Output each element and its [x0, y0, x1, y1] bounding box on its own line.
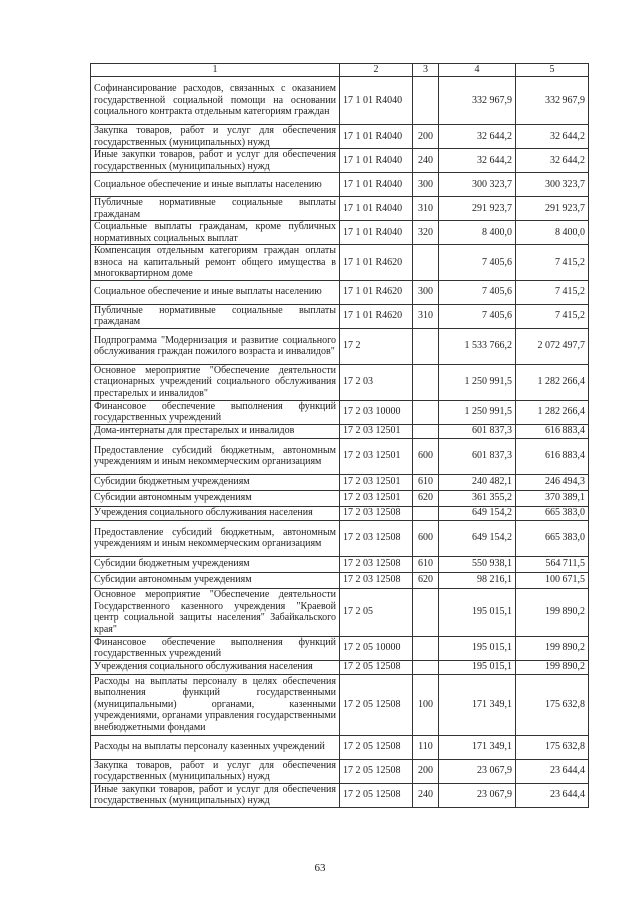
row-expense-type: 300	[413, 280, 439, 304]
row-value-1: 361 355,2	[439, 490, 516, 506]
row-value-1: 332 967,9	[439, 77, 516, 125]
row-value-1: 7 405,6	[439, 245, 516, 281]
row-expense-type: 620	[413, 490, 439, 506]
row-expense-type	[413, 364, 439, 400]
row-value-1: 8 400,0	[439, 221, 516, 245]
row-expense-type: 240	[413, 149, 439, 173]
row-value-1: 7 405,6	[439, 304, 516, 328]
row-code: 17 2 03 12508	[340, 506, 413, 520]
row-value-1: 32 644,2	[439, 149, 516, 173]
row-value-1: 23 067,9	[439, 783, 516, 807]
table-row	[91, 304, 589, 328]
table-row	[91, 221, 589, 245]
row-name: Основное мероприятие "Обеспечение деятельности Государственного казенного учреждения "Краевой центр социальной защиты населения" Забайкальского края"	[91, 588, 340, 636]
row-name: Субсидии бюджетным учреждениям	[91, 556, 340, 572]
row-name: Расходы на выплаты персоналу казенных учреждений	[91, 735, 340, 759]
row-expense-type	[413, 245, 439, 281]
row-value-2: 665 383,0	[516, 520, 589, 556]
row-name: Учреждения социального обслуживания населения	[91, 660, 340, 674]
row-value-2: 23 644,4	[516, 759, 589, 783]
row-expense-type	[413, 77, 439, 125]
table-row	[91, 328, 589, 364]
row-value-1: 195 015,1	[439, 660, 516, 674]
row-value-1: 195 015,1	[439, 636, 516, 660]
row-name: Иные закупки товаров, работ и услуг для обеспечения государственных (муниципальных) нужд	[91, 149, 340, 173]
row-code: 17 2 03 12508	[340, 520, 413, 556]
row-name: Подпрограмма "Модернизация и развитие социального обслуживания граждан пожилого возраста и инвалидов"	[91, 328, 340, 364]
table-row	[91, 149, 589, 173]
col-header-3: 3	[413, 64, 439, 77]
row-value-1: 23 067,9	[439, 759, 516, 783]
row-name: Дома-интернаты для престарелых и инвалидов	[91, 424, 340, 438]
row-code: 17 2 03 12501	[340, 474, 413, 490]
page-number: 63	[314, 862, 326, 874]
table-row	[91, 572, 589, 588]
row-code: 17 1 01 R4040	[340, 221, 413, 245]
row-value-2: 32 644,2	[516, 149, 589, 173]
row-name: Социальное обеспечение и иные выплаты населению	[91, 280, 340, 304]
row-value-2: 564 711,5	[516, 556, 589, 572]
row-value-1: 291 923,7	[439, 197, 516, 221]
row-name: Иные закупки товаров, работ и услуг для обеспечения государственных (муниципальных) нужд	[91, 783, 340, 807]
row-value-1: 240 482,1	[439, 474, 516, 490]
col-header-4: 4	[439, 64, 516, 77]
row-value-2: 300 323,7	[516, 173, 589, 197]
row-value-2: 100 671,5	[516, 572, 589, 588]
row-code: 17 1 01 R4620	[340, 280, 413, 304]
row-value-1: 195 015,1	[439, 588, 516, 636]
row-name: Компенсация отдельным категориям граждан оплаты взноса на капитальный ремонт общего имущества в многоквартирном доме	[91, 245, 340, 281]
row-code: 17 2 03 12508	[340, 556, 413, 572]
row-name: Социальное обеспечение и иные выплаты населению	[91, 173, 340, 197]
row-value-1: 1 533 766,2	[439, 328, 516, 364]
table-row	[91, 438, 589, 474]
row-code: 17 1 01 R4040	[340, 149, 413, 173]
table-row	[91, 125, 589, 149]
row-value-2: 7 415,2	[516, 304, 589, 328]
row-value-1: 98 216,1	[439, 572, 516, 588]
row-expense-type: 100	[413, 674, 439, 735]
table-row	[91, 735, 589, 759]
row-value-2: 23 644,4	[516, 783, 589, 807]
row-code: 17 1 01 R4620	[340, 245, 413, 281]
row-name: Субсидии автономным учреждениям	[91, 490, 340, 506]
row-code: 17 2 03 12508	[340, 572, 413, 588]
table-row	[91, 759, 589, 783]
row-name: Субсидии автономным учреждениям	[91, 572, 340, 588]
row-expense-type: 310	[413, 197, 439, 221]
row-value-2: 199 890,2	[516, 588, 589, 636]
row-value-2: 665 383,0	[516, 506, 589, 520]
row-code: 17 2 05	[340, 588, 413, 636]
row-expense-type	[413, 588, 439, 636]
row-name: Публичные нормативные социальные выплаты гражданам	[91, 197, 340, 221]
row-code: 17 2 05 12508	[340, 674, 413, 735]
row-value-2: 7 415,2	[516, 245, 589, 281]
row-name: Расходы на выплаты персоналу в целях обеспечения выполнения функций государственными (муниципальными) органами, казенными учреждениями, органами управления государственными внебюджетными фондами	[91, 674, 340, 735]
row-name: Учреждения социального обслуживания населения	[91, 506, 340, 520]
table-row	[91, 197, 589, 221]
row-expense-type: 200	[413, 125, 439, 149]
row-value-1: 1 250 991,5	[439, 400, 516, 424]
row-code: 17 2	[340, 328, 413, 364]
table-row	[91, 173, 589, 197]
row-expense-type	[413, 660, 439, 674]
row-expense-type: 240	[413, 783, 439, 807]
row-expense-type: 600	[413, 438, 439, 474]
row-code: 17 2 05 10000	[340, 636, 413, 660]
row-value-1: 649 154,2	[439, 520, 516, 556]
table-row	[91, 783, 589, 807]
table-row	[91, 77, 589, 125]
row-code: 17 1 01 R4040	[340, 173, 413, 197]
table-row	[91, 506, 589, 520]
row-value-2: 7 415,2	[516, 280, 589, 304]
row-value-2: 370 389,1	[516, 490, 589, 506]
row-code: 17 2 03 10000	[340, 400, 413, 424]
row-value-1: 601 837,3	[439, 424, 516, 438]
row-code: 17 2 05 12508	[340, 759, 413, 783]
row-expense-type: 610	[413, 556, 439, 572]
table-row	[91, 674, 589, 735]
row-expense-type: 620	[413, 572, 439, 588]
row-value-1: 550 938,1	[439, 556, 516, 572]
row-name: Софинансирование расходов, связанных с оказанием государственной социальной помощи на основании социального контракта отдельным категориям граждан	[91, 77, 340, 125]
row-code: 17 2 03 12501	[340, 438, 413, 474]
row-expense-type: 320	[413, 221, 439, 245]
row-expense-type: 110	[413, 735, 439, 759]
row-value-1: 300 323,7	[439, 173, 516, 197]
header-row	[91, 64, 589, 77]
row-value-2: 616 883,4	[516, 438, 589, 474]
row-code: 17 2 05 12508	[340, 783, 413, 807]
row-value-2: 32 644,2	[516, 125, 589, 149]
table-row	[91, 636, 589, 660]
row-name: Публичные нормативные социальные выплаты гражданам	[91, 304, 340, 328]
row-expense-type	[413, 424, 439, 438]
row-name: Финансовое обеспечение выполнения функций государственных учреждений	[91, 400, 340, 424]
table-row	[91, 520, 589, 556]
row-value-2: 332 967,9	[516, 77, 589, 125]
row-value-1: 601 837,3	[439, 438, 516, 474]
row-value-2: 1 282 266,4	[516, 400, 589, 424]
row-expense-type	[413, 506, 439, 520]
col-header-5: 5	[516, 64, 589, 77]
row-value-2: 175 632,8	[516, 735, 589, 759]
budget-table	[90, 63, 589, 808]
row-name: Субсидии бюджетным учреждениям	[91, 474, 340, 490]
row-value-1: 649 154,2	[439, 506, 516, 520]
row-value-1: 1 250 991,5	[439, 364, 516, 400]
row-expense-type: 610	[413, 474, 439, 490]
col-header-2: 2	[340, 64, 413, 77]
row-value-1: 7 405,6	[439, 280, 516, 304]
table-row	[91, 424, 589, 438]
row-code: 17 2 03	[340, 364, 413, 400]
row-value-1: 171 349,1	[439, 735, 516, 759]
table-row	[91, 400, 589, 424]
row-expense-type: 600	[413, 520, 439, 556]
row-code: 17 1 01 R4040	[340, 197, 413, 221]
table-row	[91, 474, 589, 490]
row-value-2: 199 890,2	[516, 636, 589, 660]
row-value-1: 171 349,1	[439, 674, 516, 735]
row-name: Закупка товаров, работ и услуг для обеспечения государственных (муниципальных) нужд	[91, 759, 340, 783]
row-expense-type: 200	[413, 759, 439, 783]
table-row	[91, 588, 589, 636]
row-value-2: 199 890,2	[516, 660, 589, 674]
table-row	[91, 280, 589, 304]
row-code: 17 2 03 12501	[340, 490, 413, 506]
row-expense-type	[413, 636, 439, 660]
row-value-2: 1 282 266,4	[516, 364, 589, 400]
row-name: Предоставление субсидий бюджетным, автономным учреждениям и иным некоммерческим организациям	[91, 438, 340, 474]
row-code: 17 2 05 12508	[340, 735, 413, 759]
row-name: Основное мероприятие "Обеспечение деятельности стационарных учреждений социального обслуживания престарелых и инвалидов"	[91, 364, 340, 400]
row-value-2: 8 400,0	[516, 221, 589, 245]
row-value-2: 175 632,8	[516, 674, 589, 735]
row-code: 17 1 01 R4620	[340, 304, 413, 328]
row-name: Финансовое обеспечение выполнения функций государственных учреждений	[91, 636, 340, 660]
row-code: 17 2 03 12501	[340, 424, 413, 438]
row-value-2: 616 883,4	[516, 424, 589, 438]
row-name: Предоставление субсидий бюджетным, автономным учреждениям и иным некоммерческим организациям	[91, 520, 340, 556]
table-row	[91, 556, 589, 572]
col-header-1: 1	[91, 64, 340, 77]
row-code: 17 1 01 R4040	[340, 77, 413, 125]
row-value-2: 246 494,3	[516, 474, 589, 490]
row-expense-type	[413, 328, 439, 364]
row-expense-type	[413, 400, 439, 424]
row-name: Социальные выплаты гражданам, кроме публичных нормативных социальных выплат	[91, 221, 340, 245]
row-value-2: 2 072 497,7	[516, 328, 589, 364]
table-row	[91, 364, 589, 400]
table-row	[91, 660, 589, 674]
row-code: 17 2 05 12508	[340, 660, 413, 674]
table-body	[91, 77, 589, 808]
table-row	[91, 490, 589, 506]
row-value-2: 291 923,7	[516, 197, 589, 221]
table-row	[91, 245, 589, 281]
row-value-1: 32 644,2	[439, 125, 516, 149]
row-expense-type: 310	[413, 304, 439, 328]
row-expense-type: 300	[413, 173, 439, 197]
row-code: 17 1 01 R4040	[340, 125, 413, 149]
row-name: Закупка товаров, работ и услуг для обеспечения государственных (муниципальных) нужд	[91, 125, 340, 149]
